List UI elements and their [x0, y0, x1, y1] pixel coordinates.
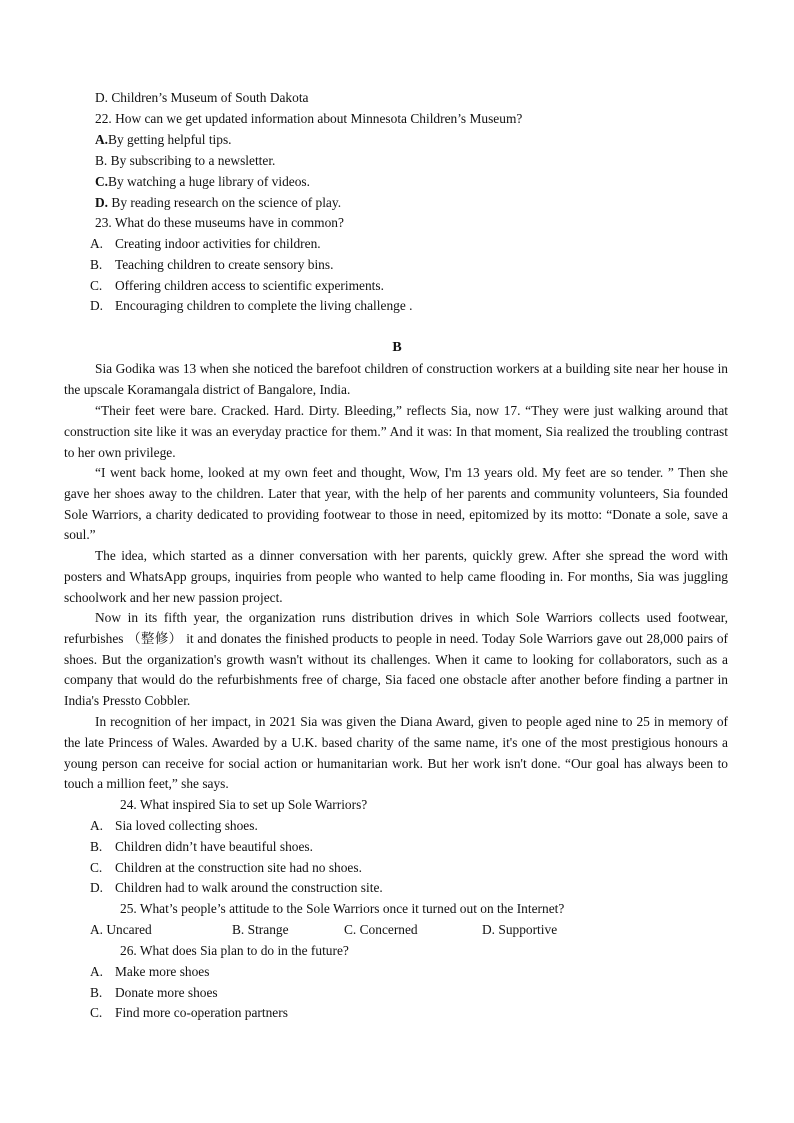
passage-paragraph-4: The idea, which started as a dinner conversation with her parents, quickly grew. After she spread the word with posters and WhatsApp groups, inquiries from people who wanted to help came flooding in. For months, Sia was juggling schoolwork and her new passion project.	[64, 548, 728, 605]
passage-paragraph-3: “I went back home, looked at my own feet and thought, Wow, I'm 13 years old. My feet are so tender. ” Then she gave her shoes away to the children. Later that year, with the help of her parents and community volunteers, Sia founded Sole Warriors, a charity dedicated to providing footwear to those in need, epitomized by its motto: “Donate a sole, save a soul.”	[64, 465, 728, 543]
q24-option-c: C. Children at the construction site had no shoes.	[90, 860, 362, 875]
q22-option-c: C.By watching a huge library of videos.	[95, 174, 310, 189]
q22-option-b: B. By subscribing to a newsletter.	[95, 153, 276, 168]
q23-option-d: D. Encouraging children to complete the living challenge .	[90, 298, 413, 313]
section-b-title: B	[392, 340, 402, 355]
q26-question: 26. What does Sia plan to do in the future?	[120, 943, 349, 958]
passage-paragraph-5: Now in its fifth year, the organization runs distribution drives in which Sole Warriors collects used footwear, refurbishes （整修） it and donates the finished products to people in need. Today Sole Warriors gave out 28,000 pairs of shoes. But the organization's growth wasn't without its challenges. When it came to looking for collaborators, such as a company that would do the refurbishments free of charge, Sia faced one obstacle after another before finding a partner in India's Pressto Cobbler.	[64, 610, 728, 709]
q26-option-c: C. Find more co-operation partners	[90, 1005, 288, 1020]
q24-option-b: B. Children didn’t have beautiful shoes.	[90, 839, 313, 854]
q23-question: 23. What do these museums have in common?	[95, 215, 344, 230]
q25-option-b: B. Strange	[232, 922, 289, 937]
q25-option-c: C. Concerned	[344, 922, 418, 937]
q25-option-d: D. Supportive	[482, 922, 558, 937]
q23-option-b: B. Teaching children to create sensory bins.	[90, 257, 334, 272]
q24-option-a: A. Sia loved collecting shoes.	[90, 818, 258, 833]
q21-option-d: D. Children’s Museum of South Dakota	[95, 90, 309, 105]
passage-paragraph-6: In recognition of her impact, in 2021 Sia was given the Diana Award, given to people aged nine to 25 in memory of the late Princess of Wales. Awarded by a U.K. based charity of the same name, it's one of the most prestigious honours a young person can receive for social action or humanitarian work. But her work isn't done. “Our goal has always been to touch a million feet,” she says.	[64, 714, 728, 792]
q26-option-a: A. Make more shoes	[90, 964, 210, 979]
q24-option-d: D. Children had to walk around the construction site.	[90, 880, 383, 895]
q22-question: 22. How can we get updated information about Minnesota Children’s Museum?	[95, 111, 523, 126]
q23-option-a: A. Creating indoor activities for children.	[90, 236, 321, 251]
q24-question: 24. What inspired Sia to set up Sole Warriors?	[120, 797, 368, 812]
q26-option-b: B. Donate more shoes	[90, 985, 218, 1000]
passage-paragraph-2: “Their feet were bare. Cracked. Hard. Dirty. Bleeding,” reflects Sia, now 17. “They were just walking around that construction site like it was an everyday practice for them.” And it was: In that moment, Sia realized the troubling contrast to her own privilege.	[64, 403, 728, 460]
q22-option-a: A.By getting helpful tips.	[95, 132, 232, 147]
q25-question: 25. What’s people’s attitude to the Sole Warriors once it turned out on the Internet?	[120, 901, 565, 916]
q23-option-c: C. Offering children access to scientific experiments.	[90, 278, 384, 293]
q22-option-d: D. By reading research on the science of play.	[95, 195, 342, 210]
q25-option-a: A. Uncared	[90, 922, 152, 937]
passage-paragraph-1: Sia Godika was 13 when she noticed the barefoot children of construction workers at a building site near her house in the upscale Koramangala district of Bangalore, India.	[64, 361, 728, 397]
